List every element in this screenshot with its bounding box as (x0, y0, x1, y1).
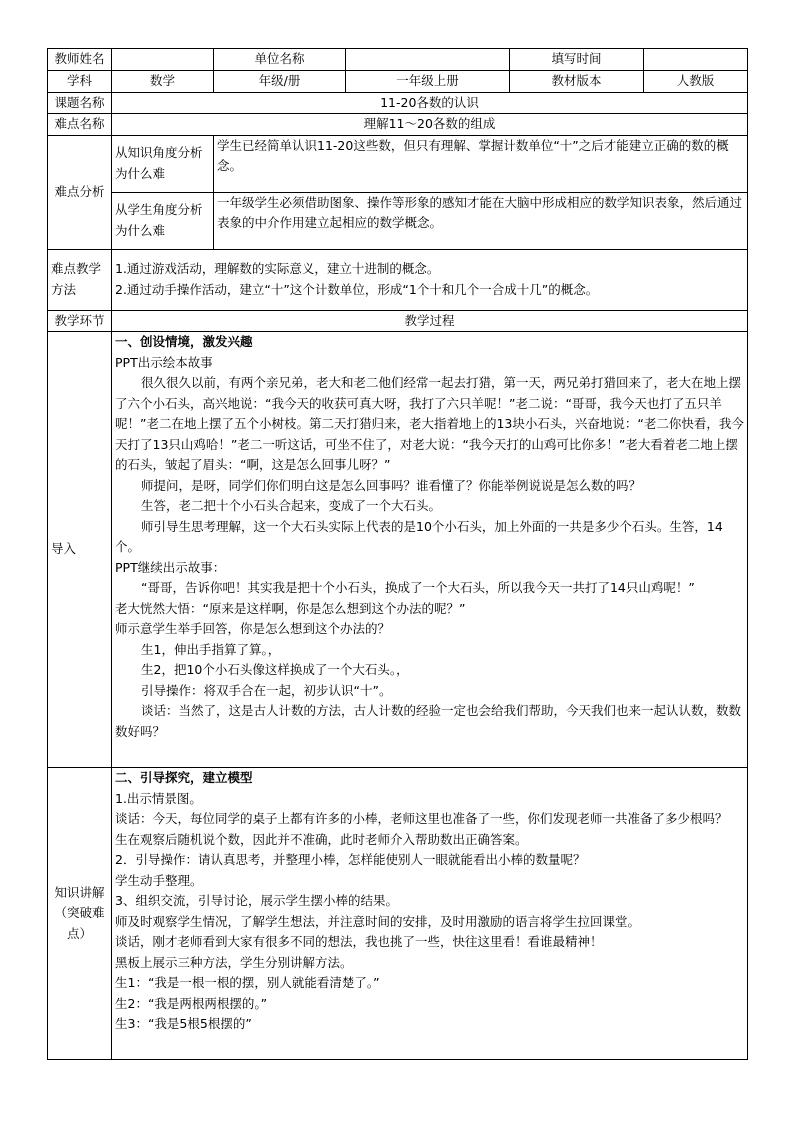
explain-line: 生1：“我是一根一根的摆，别人就能看清楚了。” (115, 975, 380, 990)
lesson-plan-table (47, 48, 748, 1060)
method-item-1: 1.通过游戏活动，理解数的实际意义，建立十进制的概念。 (115, 261, 440, 276)
explain-line: 2．引导操作：请认真思考，并整理小棒，怎样能使别人一眼就能看出小棒的数量呢？ (115, 852, 586, 867)
intro-line: 生1，伸出手指算了算。， (141, 641, 281, 657)
student-angle-text: 一年级学生必须借助图象、操作等形象的感知才能在大脑中形成相应的数学知识表象，然后通过表象的中介作用建立起相应的数学概念。 (214, 192, 748, 249)
explain-line: 生在观察后随机说个数，因此并不准确，此时老师介入帮助数出正确答案。 (115, 831, 528, 847)
difficulty-label: 难点名称 (48, 114, 112, 136)
knowledge-angle-label: 从知识角度分析为什么难 (112, 135, 214, 192)
explain-line: 1.出示情景图。 (115, 790, 202, 806)
subject-label: 学科 (48, 70, 112, 92)
intro-line: PPT出示绘本故事 (115, 354, 213, 370)
header-row-subject (48, 70, 748, 92)
intro-line: 师引导生思考理解，这一个大石头实际上代表的是10个小石头，加上外面的一共是多少个石头。生答，14个。 (115, 518, 723, 554)
difficulty-row (48, 114, 748, 136)
difficulty-value: 理解11～20各数的组成 (112, 114, 748, 136)
unit-label: 单位名称 (214, 49, 346, 71)
header-row-teacher (48, 49, 748, 71)
intro-line: PPT继续出示故事： (115, 559, 226, 575)
time-value[interactable] (644, 49, 748, 71)
topic-row (48, 92, 748, 114)
analysis-student-row (48, 192, 748, 249)
time-label: 填写时间 (510, 49, 644, 71)
intro-line: 师示意学生举手回答，你是怎么想到这个办法的？ (115, 621, 391, 636)
grade-value: 一年级上册 (346, 70, 510, 92)
intro-heading: 一、创设情境，激发兴趣 (115, 334, 253, 349)
explain-line: 谈话，刚才老师看到大家有很多不同的想法，我也挑了一些，快往这里看！看谁最精神！ (115, 934, 603, 949)
analysis-label: 难点分析 (48, 135, 112, 249)
explain-row (48, 768, 748, 1060)
intro-label: 导入 (48, 332, 112, 768)
explain-line: 黑板上展示三种方法，学生分别讲解方法。 (115, 954, 353, 970)
explain-line: 学生动手整理。 (115, 872, 203, 888)
intro-line: 生2，把10个小石头像这样换成了一个大石头。， (141, 662, 409, 677)
intro-content (112, 332, 748, 768)
explain-line: 3、组织交流，引导讨论，展示学生摆小棒的结果。 (115, 893, 398, 908)
explain-line: 生2：“我是两根两根摆的。” (115, 995, 268, 1011)
methods-content (112, 249, 748, 310)
subject-value: 数学 (112, 70, 214, 92)
intro-story: 很久很久以前，有两个亲兄弟，老大和老二他们经常一起去打猎，第一天，两兄弟打猎回来了，老大在地上摆了六个小石头，高兴地说：“我今天的收获可真大呀，我打了六只羊呢！”老二说：“哥哥，我今天也打了五只羊呢！”老二在地上摆了五个小树枝。第二天打猎归来，老大指着地上的13块小石头，兴奋地说：“老二你快看，我今天打了13只山鸡哈！”老二一听这话，可坐不住了，对老大说：“我今天打的山鸡可比你多！”老大看着老二地上摆的石头，皱起了眉头：“啊，这是怎么回事儿呀？” (115, 375, 744, 472)
process-header-row (48, 310, 748, 332)
intro-row (48, 332, 748, 768)
intro-line: “哥哥，告诉你吧！其实我是把十个小石头，换成了一个大石头，所以我今天一共打了14只山鸡呢！” (141, 580, 695, 595)
intro-line: 生答，老二把十个小石头合起来，变成了一个大石头。 (141, 498, 442, 513)
intro-line: 老大恍然大悟：“原来是这样啊，你是怎么想到这个办法的呢？” (115, 600, 466, 616)
edition-label: 教材版本 (510, 70, 644, 92)
teacher-value[interactable] (112, 49, 214, 71)
teacher-label: 教师姓名 (48, 49, 112, 71)
knowledge-angle-text: 学生已经简单认识11-20这些数，但只有理解、掌握计数单位“十”之后才能建立正确的数的概念。 (214, 135, 748, 192)
explain-heading: 二、引导探究，建立模型 (115, 770, 253, 785)
method-item-2: 2.通过动手操作活动，建立“十”这个计数单位，形成“1个十和几个一合成十几”的概念。 (115, 281, 599, 297)
explain-content (112, 768, 748, 1060)
explain-line: 生3：“我是5根5根摆的” (115, 1016, 252, 1031)
student-angle-label: 从学生角度分析为什么难 (112, 192, 214, 249)
unit-value[interactable] (346, 49, 510, 71)
grade-label: 年级/册 (214, 70, 346, 92)
edition-value: 人教版 (644, 70, 748, 92)
topic-label: 课题名称 (48, 92, 112, 114)
methods-row (48, 249, 748, 310)
methods-label: 难点教学方法 (48, 249, 112, 310)
intro-line: 谈话：当然了，这是古人计数的方法，古人计数的经验一定也会给我们帮助，今天我们也来一起认认数，数数数好吗？ (115, 703, 742, 739)
explain-line: 谈话：今天，每位同学的桌子上都有许多的小棒，老师这里也准备了一些，你们发现老师一共准备了多少根吗？ (115, 811, 728, 826)
intro-line: 引导操作：将双手合在一起，初步认识“十”。 (141, 682, 392, 698)
explain-label: 知识讲解（突破难点） (48, 768, 112, 1060)
process-label: 教学过程 (112, 310, 748, 332)
stage-label: 教学环节 (48, 310, 112, 332)
intro-line: 师提问，是呀，同学们你们明白这是怎么回事吗？谁看懂了？你能举例说说是怎么数的吗？ (141, 477, 642, 493)
topic-value: 11-20各数的认识 (112, 92, 748, 114)
explain-line: 师及时观察学生情况，了解学生想法，并注意时间的安排，及时用激励的语言将学生拉回课堂。 (115, 913, 641, 929)
analysis-knowledge-row (48, 135, 748, 192)
